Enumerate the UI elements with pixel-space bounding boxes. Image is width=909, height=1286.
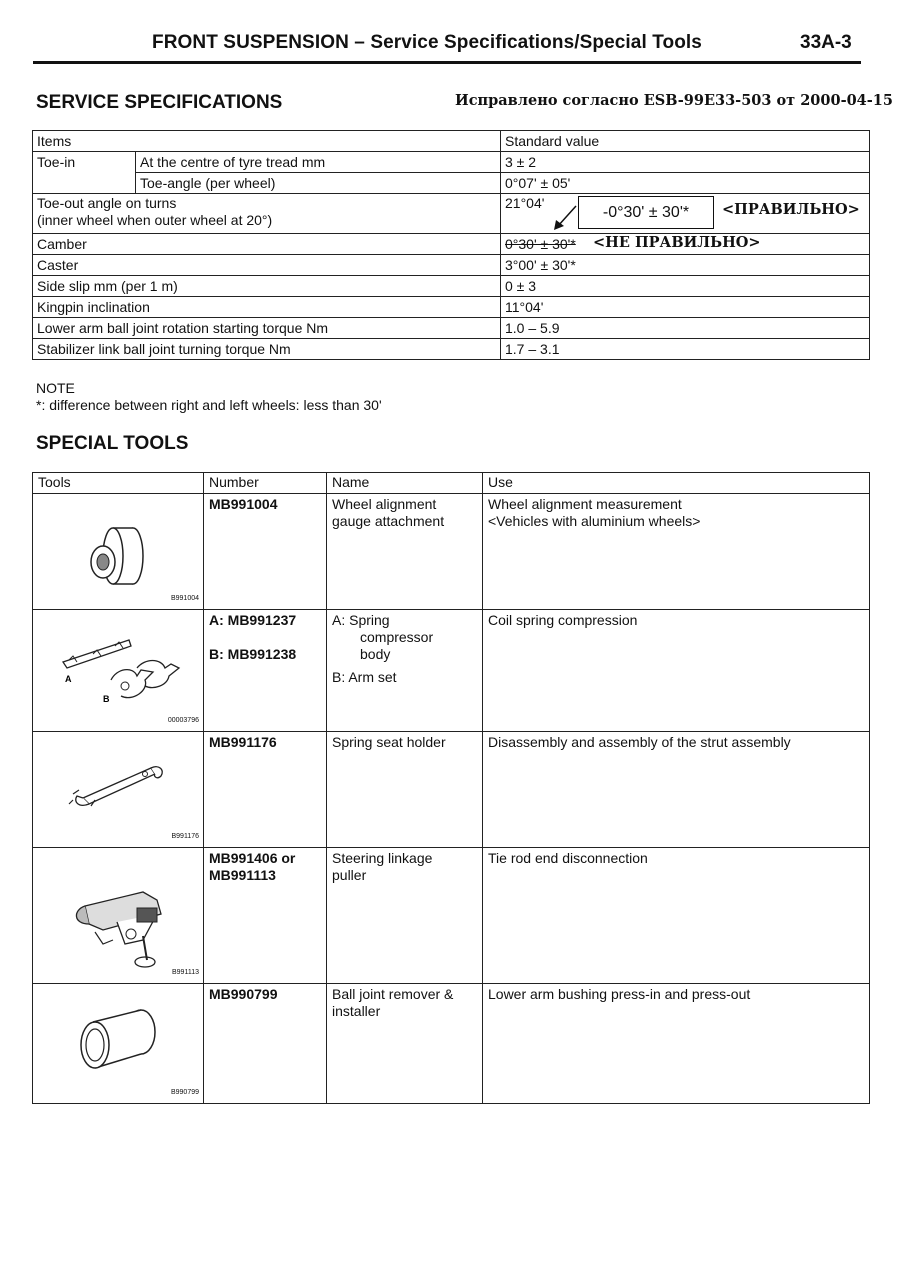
- tool-name-line: B: Arm set: [332, 669, 397, 685]
- tool-name-line: Steering linkage: [332, 850, 433, 866]
- correct-label: <ПРАВИЛЬНО>: [722, 201, 860, 218]
- camber-value-struck: 0°30' ± 30'*: [505, 236, 576, 252]
- toe-in-centre-value: 3 ± 2: [501, 152, 870, 173]
- table-row: [33, 984, 870, 1104]
- tool-number: MB990799: [209, 986, 278, 1002]
- column-header-tools: Tools: [33, 473, 204, 494]
- kingpin-label: Kingpin inclination: [33, 297, 501, 318]
- header-rule: [33, 61, 861, 64]
- tool-use-cell: [483, 494, 870, 610]
- table-row: [33, 255, 870, 276]
- table-row: [33, 297, 870, 318]
- toe-out-label: [33, 194, 501, 234]
- tool-name-cell: [327, 984, 483, 1104]
- tool-image-cell: [33, 732, 204, 848]
- tool-use-line: Lower arm bushing press-in and press-out: [488, 986, 751, 1002]
- figure-code: B991004: [170, 595, 199, 602]
- tool-name-line: puller: [332, 867, 367, 883]
- tool-name-line: body: [360, 646, 391, 662]
- table-row: [33, 610, 870, 732]
- tool-number: MB991004: [209, 496, 278, 512]
- figure-code: B991176: [171, 833, 199, 840]
- correction-arrow-icon: [550, 200, 580, 232]
- figure-code: B990799: [170, 1089, 199, 1096]
- tool-number-cell: [204, 732, 327, 848]
- column-header-number: Number: [204, 473, 327, 494]
- table-row: [33, 152, 870, 173]
- figure-code: B991113: [172, 969, 199, 976]
- tool-name-line: installer: [332, 1003, 381, 1019]
- tool-name-line: A: Spring: [332, 612, 390, 628]
- label-a: A: [65, 674, 72, 684]
- correct-value-box: -0°30' ± 30'*: [578, 196, 714, 229]
- tool-number-cell: [204, 984, 327, 1104]
- table-row: [33, 339, 870, 360]
- tool-number-cell: [204, 848, 327, 984]
- tool-name-line: Ball joint remover &: [332, 986, 454, 1002]
- tool-name-line: Wheel alignment: [332, 496, 437, 512]
- side-slip-value: 0 ± 3: [501, 276, 870, 297]
- table-row: [33, 173, 870, 194]
- column-header-items: Items: [33, 131, 501, 152]
- column-header-name: Name: [327, 473, 483, 494]
- tool-name-cell: [327, 848, 483, 984]
- table-header-row: [33, 473, 870, 494]
- table-row: [33, 848, 870, 984]
- tool-number: A: MB991237: [209, 612, 297, 628]
- steering-linkage-puller-icon: [33, 848, 201, 982]
- special-tools-title: SPECIAL TOOLS: [36, 433, 189, 454]
- kingpin-value: 11°04': [501, 297, 870, 318]
- caster-value: 3°00' ± 30'*: [501, 255, 870, 276]
- note-heading: NOTE: [36, 380, 75, 396]
- tool-name-line: compressor: [360, 629, 434, 645]
- toe-angle-label: Toe-angle (per wheel): [136, 173, 501, 194]
- tool-image-cell: [33, 610, 204, 732]
- tool-name-cell: [327, 494, 483, 610]
- correction-note: Исправлено согласно ESB-99E33-503 от 2000-04-15: [455, 92, 893, 109]
- lower-arm-value: 1.0 – 5.9: [501, 318, 870, 339]
- tool-image-cell: [33, 848, 204, 984]
- tool-image-cell: [33, 984, 204, 1104]
- side-slip-label: Side slip mm (per 1 m): [33, 276, 501, 297]
- column-header-use: Use: [483, 473, 870, 494]
- table-row: [33, 276, 870, 297]
- stabilizer-label: Stabilizer link ball joint turning torque Nm: [33, 339, 501, 360]
- tool-number-cell: [204, 494, 327, 610]
- tool-number: MB991406 or: [209, 850, 296, 866]
- special-tools-table: [32, 472, 870, 1104]
- tool-use-line: Disassembly and assembly of the strut assembly: [488, 734, 791, 750]
- table-row: [33, 732, 870, 848]
- tool-number: MB991113: [209, 867, 276, 883]
- tool-name-line: Spring seat holder: [332, 734, 446, 750]
- note-text: *: difference between right and left wheels: less than 30': [36, 397, 382, 413]
- toe-out-value: 21°04': [501, 194, 870, 234]
- table-row: [33, 318, 870, 339]
- tool-use-line: Wheel alignment measurement: [488, 496, 682, 512]
- tool-use-cell: [483, 732, 870, 848]
- column-header-standard-value: Standard value: [501, 131, 870, 152]
- stabilizer-value: 1.7 – 3.1: [501, 339, 870, 360]
- camber-label: Camber: [33, 234, 501, 255]
- toe-out-line-2: (inner wheel when outer wheel at 20°): [37, 212, 273, 228]
- page-header-title: FRONT SUSPENSION – Service Specifications/Special Tools: [152, 32, 702, 53]
- tool-name-line: gauge attachment: [332, 513, 445, 529]
- figure-code: 00003796: [167, 717, 199, 724]
- wrong-label: <НЕ ПРАВИЛЬНО>: [593, 234, 761, 251]
- table-header-row: [33, 131, 870, 152]
- caster-label: Caster: [33, 255, 501, 276]
- tool-name-cell: [327, 732, 483, 848]
- tool-use-cell: [483, 984, 870, 1104]
- tool-image-cell: [33, 494, 204, 610]
- tool-number-cell: [204, 610, 327, 732]
- tool-number: MB991176: [209, 734, 277, 750]
- tool-use-line: Coil spring compression: [488, 612, 638, 628]
- tool-name-cell: [327, 610, 483, 732]
- tool-use-line: Tie rod end disconnection: [488, 850, 648, 866]
- tool-use-cell: [483, 610, 870, 732]
- service-specifications-title: SERVICE SPECIFICATIONS: [36, 92, 283, 113]
- label-b: B: [103, 694, 110, 704]
- toe-angle-value: 0°07' ± 05': [501, 173, 870, 194]
- tool-use-cell: [483, 848, 870, 984]
- page-number: 33A-3: [800, 32, 852, 53]
- tool-use-line: <Vehicles with aluminium wheels>: [488, 513, 701, 529]
- toe-in-centre-label: At the centre of tyre tread mm: [136, 152, 501, 173]
- toe-in-label: Toe-in: [33, 152, 136, 194]
- lower-arm-label: Lower arm ball joint rotation starting torque Nm: [33, 318, 501, 339]
- toe-out-line-1: Toe-out angle on turns: [37, 195, 177, 211]
- tool-number: B: MB991238: [209, 646, 297, 662]
- table-row: [33, 494, 870, 610]
